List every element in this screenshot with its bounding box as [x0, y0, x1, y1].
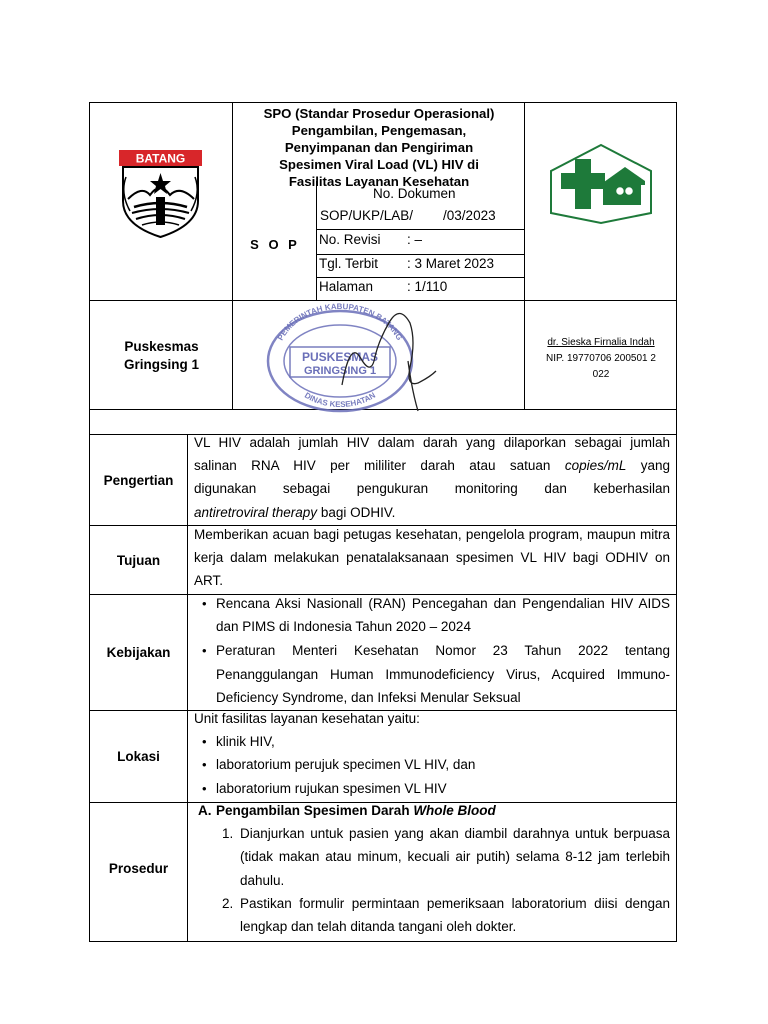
prosedur-step	[194, 822, 670, 892]
prosedur-text	[194, 799, 670, 938]
lokasi-item-text: klinik HIV,	[216, 734, 275, 750]
signatory-nip-1: NIP. 19770706 200501 2	[546, 353, 656, 364]
pengertian-text	[194, 431, 670, 524]
puskesmas-logo-icon	[545, 141, 657, 227]
lokasi-item	[194, 730, 670, 753]
label-tujuan: Tujuan	[116, 552, 161, 568]
sop-label: S O P	[250, 237, 300, 252]
signatory-nip-2: 022	[592, 369, 610, 380]
signatory-block	[525, 335, 677, 383]
bullet-icon: •	[202, 757, 207, 773]
label-pengertian: Pengertian	[103, 472, 174, 488]
page-label: Halaman	[319, 279, 374, 294]
section-a-italic: Whole Blood	[413, 803, 496, 818]
bullet-icon: •	[202, 596, 207, 611]
pengertian-line-3: digunakan sebagai pengukuran monitoring dan keberhasilan	[194, 481, 670, 497]
stamp-bottom-text: DINAS KESEHATAN	[302, 390, 378, 410]
label-prosedur: Prosedur	[108, 860, 169, 876]
title-line-3: Penyimpanan dan Pengiriman	[284, 140, 474, 155]
tujuan-text	[194, 523, 670, 593]
title-line-5: Fasilitas Layanan Kesehatan	[288, 174, 470, 189]
revision-value: : –	[407, 232, 423, 247]
stamp-middle-2: GRINGSING 1	[303, 365, 377, 377]
doc-no-label: No. Dokumen	[373, 186, 456, 201]
step-number: 1.	[222, 826, 234, 842]
tujuan-paragraph: Memberikan acuan bagi petugas kesehatan, pengelola program, maupun mitra kerja dalam melakukan penatalaksanaan spesimen VL HIV bagi ODHIV on ART.	[194, 527, 670, 589]
prosedur-section-a	[194, 799, 670, 822]
sop-body-table	[89, 410, 677, 942]
pengertian-line-2a: salinan RNA HIV per mililiter darah atau satuan	[194, 458, 565, 474]
revision-label: No. Revisi	[319, 232, 381, 247]
sop-header-table	[89, 102, 677, 410]
org-line-2: Gringsing 1	[123, 357, 199, 372]
org-line-1: Puskesmas	[124, 339, 199, 354]
pengertian-unit: copies/mL	[564, 458, 627, 474]
kebijakan-list	[194, 592, 670, 709]
kebijakan-item-text: Rencana Aksi Nasionall (RAN) Pencegahan dan Pengendalian HIV AIDS dan PIMS di Indonesia Tahun 2020 – 2024	[216, 596, 670, 635]
stamp-middle-1: PUSKESMAS	[301, 350, 379, 364]
kebijakan-item-text: Peraturan Menteri Kesehatan Nomor 23 Tahun 2022 tentang Penanggulangan Human Immunodeficiency Virus, Acquired Immuno-Deficiency Syndrome, dan Infeksi Menular Seksual	[216, 643, 670, 705]
signatory-name: dr. Sieska Firnalia Indah	[547, 337, 655, 348]
stamp-icon	[260, 301, 500, 413]
lokasi-text	[194, 707, 670, 800]
step-text: Pastikan formulir permintaan pemeriksaan laboratorium diisi dengan lengkap dan telah ditanda tangani oleh dokter.	[240, 895, 670, 935]
label-lokasi: Lokasi	[117, 749, 160, 764]
lokasi-intro: Unit fasilitas layanan kesehatan yaitu:	[194, 711, 420, 726]
pengertian-line-2b: yang	[626, 458, 670, 474]
bullet-icon: •	[202, 780, 207, 796]
doc-no-value: SOP/UKP/LAB/ /03/2023	[320, 208, 496, 223]
section-a-title: Pengambilan Spesimen Darah	[216, 803, 414, 818]
pengertian-line-1: VL HIV adalah jumlah HIV dalam darah yang dilaporkan sebagai jumlah	[194, 435, 670, 450]
official-stamp	[260, 301, 500, 418]
lokasi-item-text: laboratorium perujuk specimen VL HIV, dan	[216, 757, 476, 773]
prosedur-step	[194, 892, 670, 938]
kebijakan-item	[194, 639, 670, 709]
stamp-top-text: PEMERINTAH KABUPATEN BATANG	[275, 301, 405, 342]
sop-title	[234, 105, 524, 190]
pengertian-line-4	[194, 501, 670, 524]
title-line-4: Spesimen Viral Load (VL) HIV di	[279, 157, 479, 172]
organisation-name	[90, 301, 233, 411]
title-line-1: SPO (Standar Prosedur Operasional)	[263, 106, 495, 121]
label-kebijakan: Kebijakan	[106, 645, 171, 660]
bullet-icon: •	[202, 734, 207, 750]
batang-label: BATANG	[135, 151, 186, 166]
step-number: 2.	[222, 895, 234, 911]
step-text: Dianjurkan untuk pasien yang akan diambil darahnya untuk berpuasa (tidak makan atau minum, kecuali air putih) selama 8-12 jam terlebih dahulu.	[240, 826, 670, 888]
batang-emblem-icon	[90, 103, 233, 301]
pengertian-line-4b: bagi ODHIV.	[317, 504, 396, 520]
section-a-marker: A.	[198, 803, 212, 818]
batang-emblem	[90, 103, 233, 301]
pengertian-therapy: antiretroviral therapy	[194, 504, 318, 520]
puskesmas-logo	[545, 141, 657, 232]
pengertian-line-2	[194, 454, 670, 477]
lokasi-item	[194, 753, 670, 776]
issued-value: : 3 Maret 2023	[407, 256, 495, 271]
lokasi-item	[194, 777, 670, 800]
bullet-icon: •	[202, 643, 207, 659]
page-value: : 1/110	[407, 279, 448, 294]
kebijakan-item	[194, 592, 670, 638]
lokasi-item-text: laboratorium rujukan spesimen VL HIV	[216, 780, 447, 796]
issued-label: Tgl. Terbit	[319, 256, 379, 271]
title-line-2: Pengambilan, Pengemasan,	[291, 123, 467, 138]
